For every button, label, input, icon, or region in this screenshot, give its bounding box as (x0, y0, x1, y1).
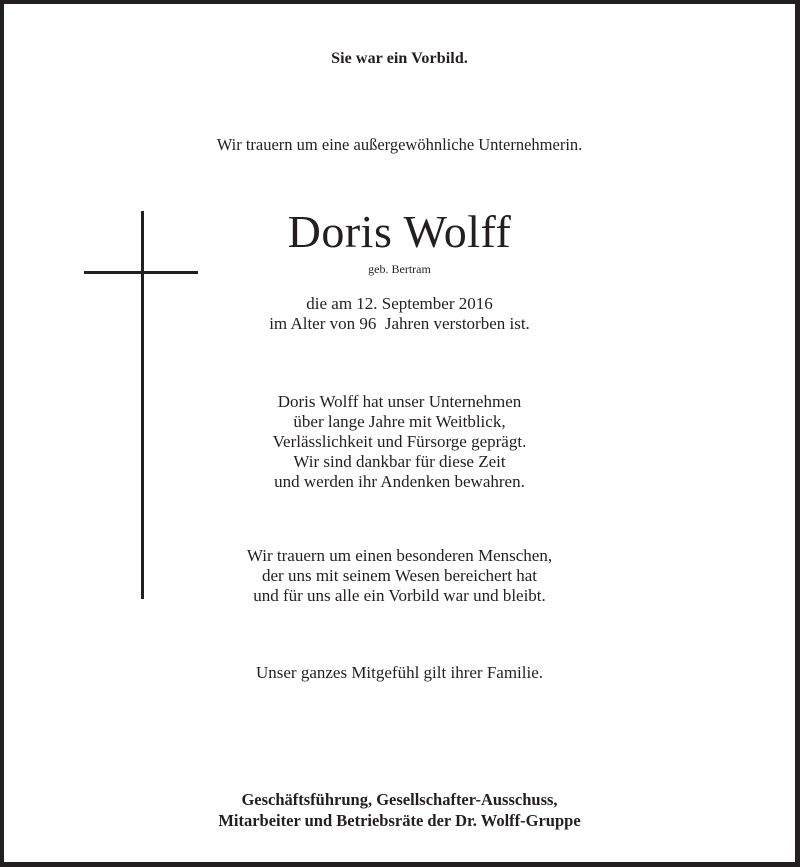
tribute-paragraph (4, 392, 795, 492)
age-line: im Alter von 96 Jahren verstorben ist. (269, 314, 530, 333)
deceased-name: Doris Wolff (287, 206, 512, 257)
tribute-line: Doris Wolff hat unser Unternehmen (277, 392, 522, 411)
tribute-line: und werden ihr Andenken bewahren. (274, 472, 525, 491)
signature-line: Geschäftsführung, Gesellschafter-Ausschuss, (241, 790, 558, 809)
tribute-line: Wir sind dankbar für diese Zeit (293, 452, 506, 471)
headline: Sie war ein Vorbild. (331, 50, 468, 67)
death-date-block (4, 294, 795, 334)
sympathy-line (4, 663, 795, 683)
signature-line: Mitarbeiter und Betriebsräte der Dr. Wolff-Gruppe (218, 811, 581, 830)
tribute-line: über lange Jahre mit Weitblick, (293, 412, 506, 431)
intro-text: Wir trauern um eine außergewöhnliche Unternehmerin. (216, 135, 583, 154)
sympathy-text: Unser ganzes Mitgefühl gilt ihrer Familie. (255, 663, 544, 682)
signature-block (4, 789, 795, 831)
maiden-name: geb. Bertram (368, 262, 431, 276)
mourning-paragraph (4, 546, 795, 606)
tribute-line: Verlässlichkeit und Fürsorge geprägt. (272, 432, 527, 451)
mourning-line: Wir trauern um einen besonderen Menschen, (246, 546, 553, 565)
mourning-line: und für uns alle ein Vorbild war und bleibt. (253, 586, 546, 605)
date-line: die am 12. September 2016 (306, 294, 493, 313)
mourning-line: der uns mit seinem Wesen bereichert hat (262, 566, 537, 585)
